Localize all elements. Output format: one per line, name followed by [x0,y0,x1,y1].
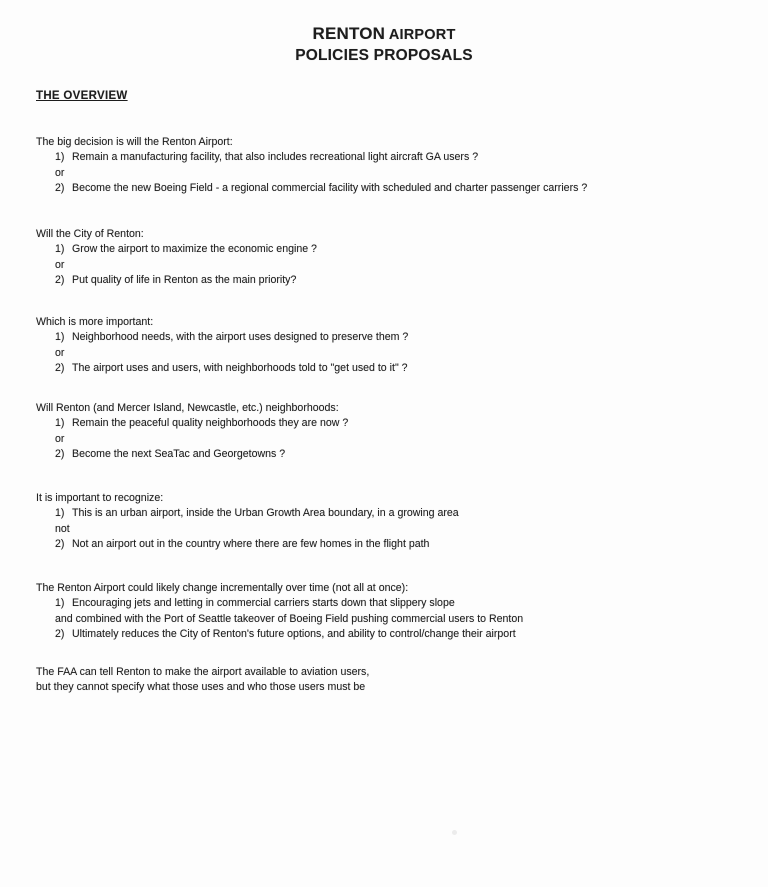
item-number: 2) [55,448,65,461]
scan-artifact-dot [452,830,457,835]
connector-line: or [55,258,65,271]
question-block-important-to-recognize [36,491,752,553]
list-item [36,416,752,431]
connector-line: or [55,346,65,359]
connector-line: or [55,432,65,445]
item-text: Grow the airport to maximize the economic engine ? [72,243,317,256]
item-text: Neighborhood needs, with the airport uses designed to preserve them ? [72,331,409,344]
question-block-neighborhoods [36,401,752,463]
paragraph-line: The FAA can tell Renton to make the airport available to aviation users, [36,666,370,678]
question-block-big-decision [36,135,752,197]
list-item [36,596,752,611]
item-number: 1) [55,331,65,344]
connector-line: not [55,522,70,535]
overview-heading: THE OVERVIEW [36,90,128,102]
item-text: Ultimately reduces the City of Renton's future options, and ability to control/change their airport [72,628,516,641]
item-number: 1) [55,243,65,256]
title-line-2: POLICIES PROPOSALS [295,47,473,64]
item-number: 2) [55,362,65,375]
item-text: Become the new Boeing Field - a regional commercial facility with scheduled and charter passenger carriers ? [72,182,588,195]
paragraph-line: Will the City of Renton: [36,228,144,240]
item-number: 2) [55,628,65,641]
title-sub-text: AIRPORT [385,27,456,43]
paragraph-line: Will Renton (and Mercer Island, Newcastle, etc.) neighborhoods: [36,402,339,414]
item-number: 1) [55,417,65,430]
paragraph-line: The Renton Airport could likely change incrementally over time (not all at once): [36,582,409,594]
connector-line: and combined with the Port of Seattle takeover of Boeing Field pushing commercial users to Renton [55,612,524,625]
list-item [36,506,752,521]
list-item [36,447,752,462]
question-block-incremental-change [36,581,752,643]
item-number: 2) [55,274,65,287]
question-block-city-of-renton [36,227,752,289]
title-line-1 [0,24,768,45]
list-item [36,361,752,376]
list-item [36,150,752,165]
item-text: Remain a manufacturing facility, that also includes recreational light aircraft GA users ? [72,151,479,164]
list-item [36,242,752,257]
item-text: Not an airport out in the country where there are few homes in the flight path [72,538,430,551]
item-number: 2) [55,538,65,551]
title-main-text: RENTON [312,24,386,43]
list-item [36,627,752,642]
paragraph-line: but they cannot specify what those uses and who those users must be [36,681,366,694]
list-item [36,181,752,196]
paragraph-line: Which is more important: [36,316,154,328]
list-item [36,273,752,288]
document-title [0,24,768,66]
connector-line: or [55,166,65,179]
item-number: 1) [55,597,65,610]
item-text: Remain the peaceful quality neighborhoods they are now ? [72,417,349,430]
item-number: 1) [55,151,65,164]
list-item [36,330,752,345]
item-text: Put quality of life in Renton as the main priority? [72,274,297,287]
item-text: This is an urban airport, inside the Urban Growth Area boundary, in a growing area [72,507,459,520]
item-text: Encouraging jets and letting in commercial carriers starts down that slippery slope [72,597,455,610]
item-text: The airport uses and users, with neighborhoods told to "get used to it" ? [72,362,408,375]
question-block-more-important [36,315,752,377]
paragraph-line: The big decision is will the Renton Airport: [36,136,233,148]
closing-paragraph [36,665,752,696]
paragraph-line: It is important to recognize: [36,492,164,504]
item-number: 1) [55,507,65,520]
item-number: 2) [55,182,65,195]
item-text: Become the next SeaTac and Georgetowns ? [72,448,286,461]
list-item [36,537,752,552]
